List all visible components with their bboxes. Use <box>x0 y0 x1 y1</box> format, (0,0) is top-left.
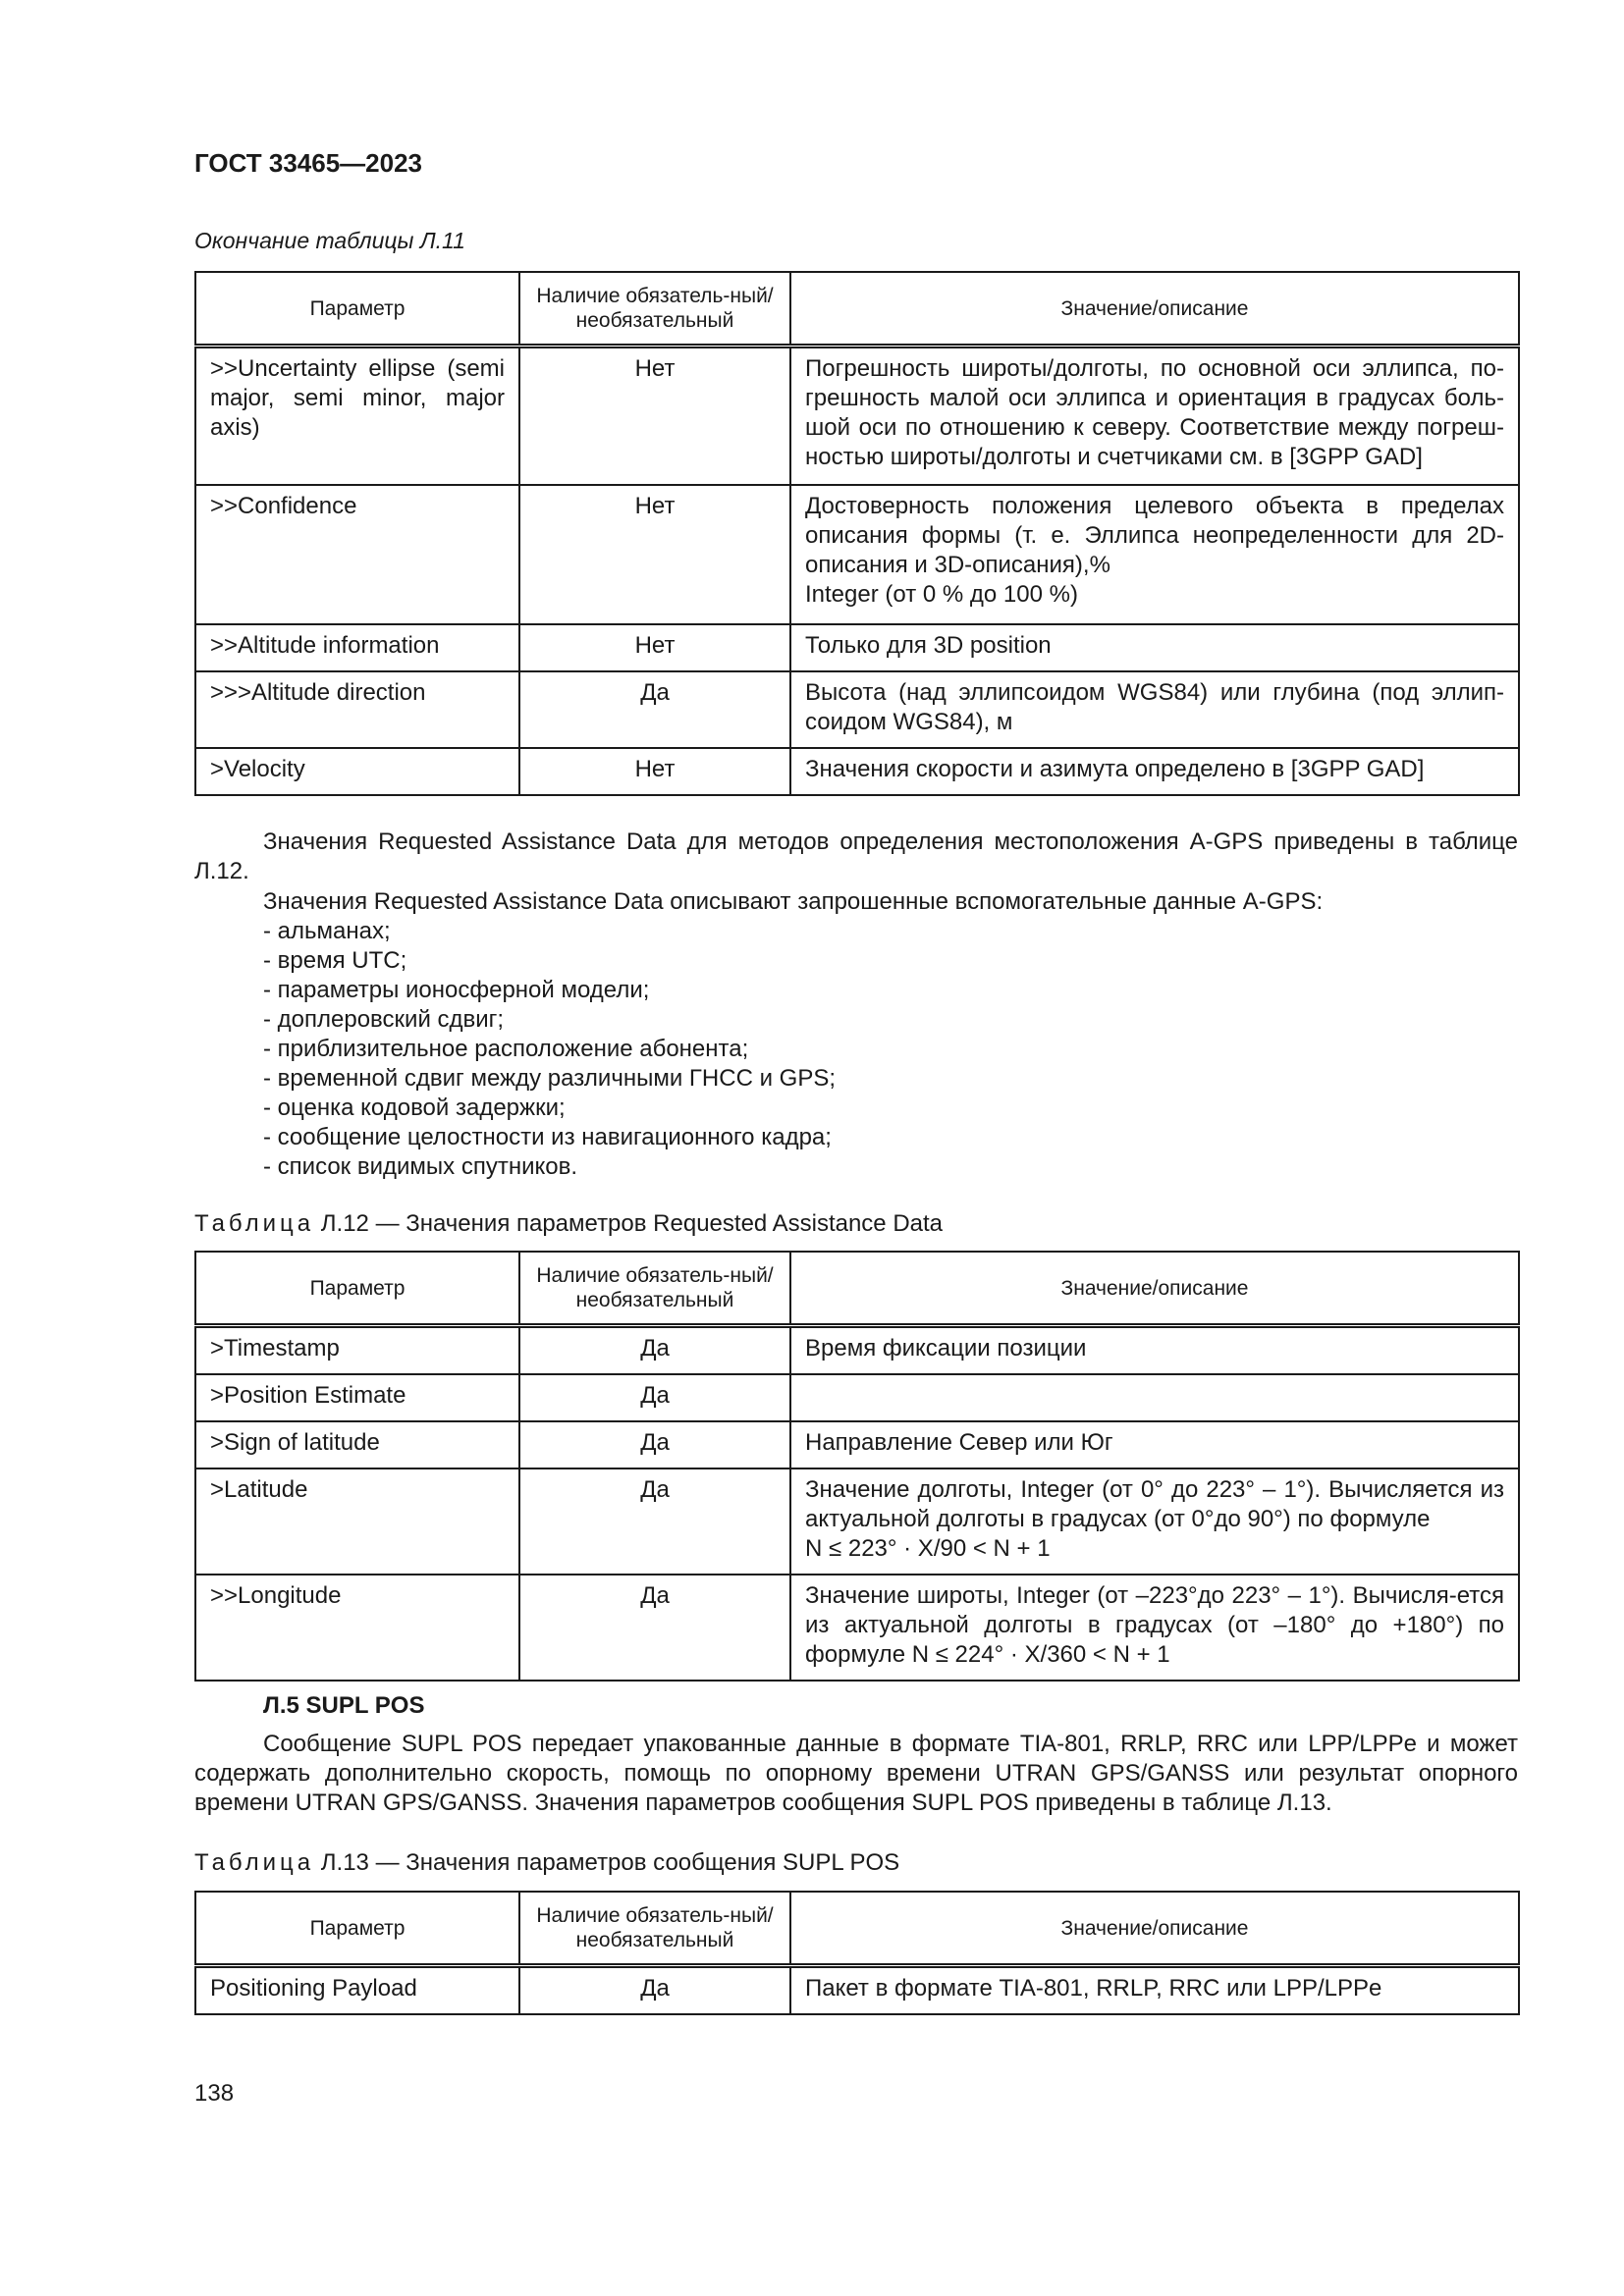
cell-param: >>Longitude <box>210 1582 342 1609</box>
header-required: Наличие обязатель-ный/необязательный <box>519 272 790 347</box>
table-header-row <box>195 1892 1519 1966</box>
header-required: Наличие обязатель-ный/необязательный <box>519 1252 790 1326</box>
table-row <box>195 1421 1519 1468</box>
section-paragraph: Сообщение SUPL POS передает упакованные данные в формате TIA-801, RRLP, RRC или LPP/LPPe и может содержать дополнительно скорость, помощь по опорному времени UTRAN GPS/GANSS или результат опорного времени UTRAN GPS/GANSS. Значения параметров сообщения SUPL POS приведены в таблице Л.13. <box>194 1731 1518 1816</box>
cell-required: Нет <box>634 355 676 382</box>
list-item: - сообщение целостности из навигационного кадра; <box>263 1124 832 1150</box>
table-title-text: Л.12 — Значения параметров Requested Assistance Data <box>320 1210 944 1237</box>
table-row <box>195 1575 1519 1681</box>
cell-description <box>791 1375 1518 1420</box>
list-item: - доплеровский сдвиг; <box>263 1006 505 1033</box>
cell-param: >Position Estimate <box>210 1382 406 1409</box>
cell-required: Да <box>640 679 670 706</box>
table-l12 <box>194 1251 1520 1682</box>
assistance-data-list <box>263 917 836 1182</box>
cell-required: Нет <box>634 632 676 659</box>
page-number: 138 <box>194 2080 235 2107</box>
cell-description: Значения скорости и азимута определено в [3GPP GAD] <box>805 756 1425 782</box>
cell-required: Да <box>640 1429 670 1456</box>
cell-description: Пакет в формате TIA-801, RRLP, RRC или LPP/LPPe <box>805 1975 1382 2002</box>
document-header: ГОСТ 33465—2023 <box>194 148 422 178</box>
cell-required: Да <box>640 1382 670 1409</box>
table-row <box>195 1468 1519 1575</box>
cell-description: Время фиксации позиции <box>805 1335 1087 1362</box>
section-heading: Л.5 SUPL POS <box>263 1692 425 1719</box>
cell-param: >Timestamp <box>210 1335 340 1362</box>
cell-required: Нет <box>634 756 676 782</box>
cell-param: Positioning Payload <box>210 1975 417 2002</box>
table-row <box>195 1326 1519 1375</box>
table-l13-title <box>194 1848 899 1878</box>
table-row <box>195 1966 1519 2015</box>
header-param: Параметр <box>195 1252 519 1326</box>
header-description: Значение/описание <box>790 1252 1519 1326</box>
header-param: Параметр <box>195 1892 519 1966</box>
header-param: Параметр <box>195 272 519 347</box>
list-item: - список видимых спутников. <box>263 1153 578 1180</box>
list-item: - параметры ионосферной модели; <box>263 977 650 1003</box>
table-row <box>195 1374 1519 1421</box>
table-row <box>195 624 1519 671</box>
cell-param: >>>Altitude direction <box>210 679 426 706</box>
table-title-prefix: Таблица <box>194 1210 315 1237</box>
table-title-text: Л.13 — Значения параметров сообщения SUPL POS <box>320 1849 900 1876</box>
paragraph-assistance-intro: Значения Requested Assistance Data для методов определения местоположения A-GPS приведены в таблице Л.12. <box>194 828 1518 884</box>
cell-description: Направление Север или Юг <box>805 1429 1113 1456</box>
list-item: - время UTC; <box>263 947 407 974</box>
cell-description: Высота (над эллипсоидом WGS84) или глубина (под эллип-соидом WGS84), м <box>805 679 1504 735</box>
cell-description: Значение долготы, Integer (от 0° до 223° – 1°). Вычисляется из актуальной долготы в градусах (от 0°до 90°) по формуле <box>805 1476 1504 1532</box>
paragraph-assistance-list-intro: Значения Requested Assistance Data описывают запрошенные вспомогательные данные A-GPS: <box>263 888 1324 915</box>
header-description: Значение/описание <box>790 272 1519 347</box>
cell-required: Да <box>640 1582 670 1609</box>
header-required: Наличие обязатель-ный/необязательный <box>519 1892 790 1966</box>
cell-param: >>Uncertainty ellipse (semi major, semi minor, major axis) <box>210 355 505 441</box>
table-l11-caption: Окончание таблицы Л.11 <box>194 228 465 253</box>
table-l11 <box>194 271 1520 796</box>
list-item: - оценка кодовой задержки; <box>263 1095 566 1121</box>
list-item: - временной сдвиг между различными ГНСС и GPS; <box>263 1065 837 1092</box>
cell-required: Да <box>640 1335 670 1362</box>
cell-param: >Sign of latitude <box>210 1429 380 1456</box>
cell-required: Нет <box>634 493 676 519</box>
cell-param: >Latitude <box>210 1476 308 1503</box>
cell-description-extra: Integer (от 0 % до 100 %) <box>805 581 1078 608</box>
cell-description-formula: N ≤ 223° · X/90 < N + 1 <box>805 1535 1051 1562</box>
cell-description: Только для 3D position <box>805 632 1052 659</box>
table-l12-title <box>194 1209 943 1239</box>
cell-description: Погрешность широты/долготы, по основной оси эллипса, по-грешность малой оси эллипса и ориентация в градусах боль-шой оси по отношению к северу. Соответствие между погреш-ностью широты/долготы и счетчиками см. в [3GPP GAD] <box>805 355 1504 470</box>
table-header-row <box>195 272 1519 347</box>
cell-description: Достоверность положения целевого объекта в пределах описания формы (т. е. Эллипса неопределенности для 2D-описания и 3D-описания),% <box>805 493 1504 578</box>
table-row <box>195 671 1519 748</box>
header-description: Значение/описание <box>790 1892 1519 1966</box>
cell-param: >Velocity <box>210 756 305 782</box>
list-item: - приблизительное расположение абонента; <box>263 1036 749 1062</box>
cell-description: Значение широты, Integer (от –223°до 223° – 1°). Вычисля-ется из актуальной долготы в градусах (от –180° до +180°) по формуле N ≤ 224° · X/360 < N + 1 <box>805 1582 1504 1668</box>
table-header-row <box>195 1252 1519 1326</box>
table-row <box>195 485 1519 624</box>
cell-param: >>Confidence <box>210 493 357 519</box>
table-title-prefix: Таблица <box>194 1849 315 1876</box>
list-item: - альманах; <box>263 918 391 944</box>
cell-required: Да <box>640 1476 670 1503</box>
table-row <box>195 748 1519 795</box>
table-row <box>195 347 1519 486</box>
cell-required: Да <box>640 1975 670 2002</box>
cell-param: >>Altitude information <box>210 632 440 659</box>
table-l13 <box>194 1891 1520 2015</box>
